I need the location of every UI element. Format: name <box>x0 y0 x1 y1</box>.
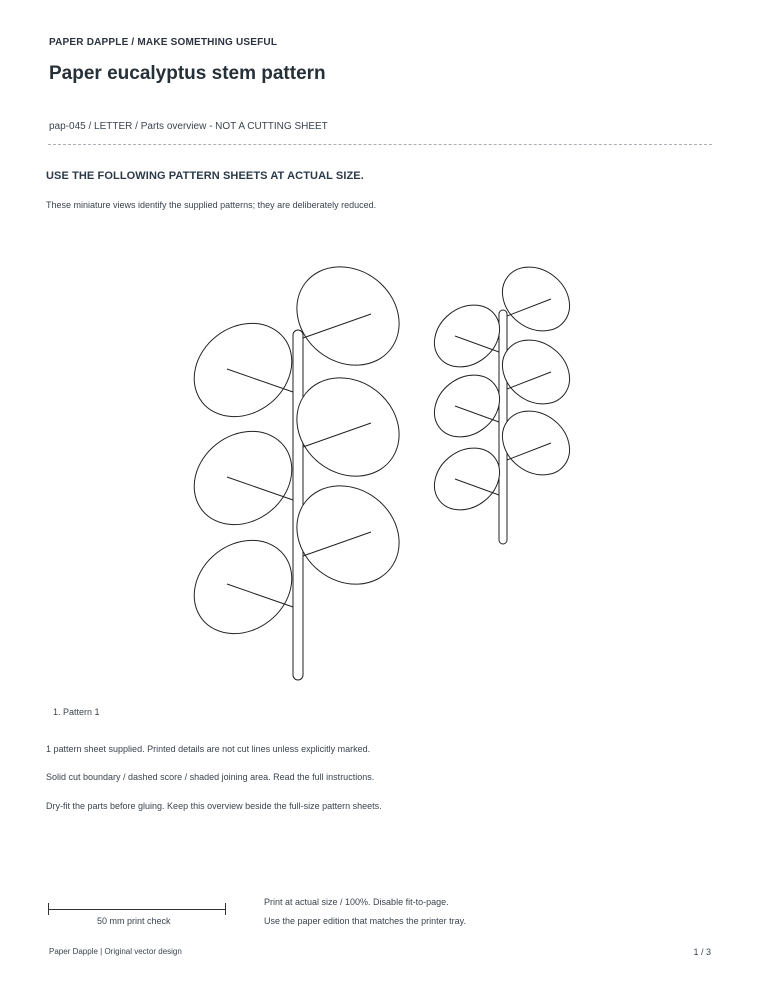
document-meta: pap-045 / LETTER / Parts overview - NOT A CUTTING SHEET <box>49 121 328 132</box>
large-leaf-2 <box>176 304 311 436</box>
large-stem-stalk <box>293 330 303 680</box>
page-title: Paper eucalyptus stem pattern <box>49 63 326 84</box>
figure-caption: 1. Pattern 1 <box>53 707 100 717</box>
large-stem <box>176 247 419 680</box>
small-leaf-4 <box>422 362 512 449</box>
small-stem <box>422 254 582 544</box>
small-leaf-6 <box>422 435 512 522</box>
print-instruction-1: Print at actual size / 100%. Disable fit-to-page. <box>264 897 449 907</box>
section-heading: USE THE FOLLOWING PATTERN SHEETS AT ACTUAL SIZE. <box>46 170 364 182</box>
large-leaf-4 <box>176 412 311 544</box>
scale-label: 50 mm print check <box>97 916 171 926</box>
brand-breadcrumb: PAPER DAPPLE / MAKE SOMETHING USEFUL <box>49 37 278 48</box>
intro-text: These miniature views identify the supplied patterns; they are deliberately reduced. <box>46 200 377 210</box>
note-sheets: 1 pattern sheet supplied. Printed details are not cut lines unless explicitly marked. <box>46 744 371 754</box>
print-instruction-2: Use the paper edition that matches the printer tray. <box>264 916 466 926</box>
note-legend: Solid cut boundary / dashed score / shaded joining area. Read the full instructions. <box>46 772 375 782</box>
page-number: 1 / 3 <box>693 947 711 957</box>
small-leaf-2 <box>422 292 512 379</box>
scale-bar <box>48 901 228 917</box>
note-dry-fit: Dry-fit the parts before gluing. Keep this overview beside the full-size pattern sheets. <box>46 801 382 811</box>
footer-credit: Paper Dapple | Original vector design <box>49 947 182 956</box>
large-leaf-6 <box>176 521 311 653</box>
